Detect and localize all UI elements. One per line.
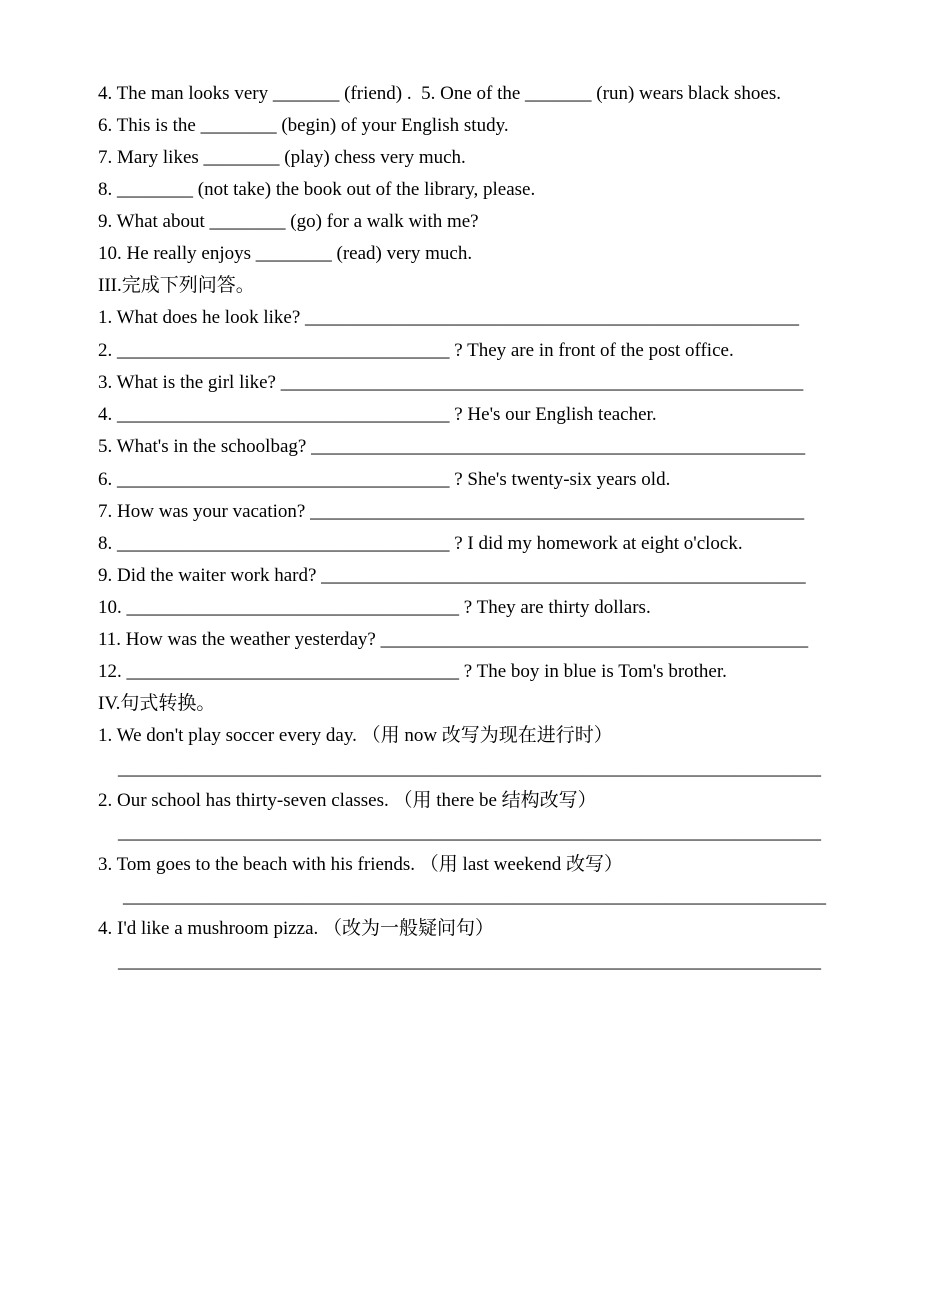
exercise-line: 10. He really enjoys ________ (read) very much. (98, 243, 473, 264)
question-line: 4. ___________________________________ ? He's our English teacher. (98, 404, 657, 425)
question-line: 2. ___________________________________ ? They are in front of the post office. (98, 340, 734, 361)
question-line: 7. How was your vacation? ____________________________________________________ (98, 501, 805, 522)
transform-prompt: 3. Tom goes to the beach with his friends. （用 last weekend 改写） (98, 854, 623, 875)
question-line: 3. What is the girl like? _______________________________________________________ (98, 372, 804, 393)
question-line: 9. Did the waiter work hard? ___________________________________________________ (98, 565, 806, 586)
answer-line: __________________________________________________________________________ (118, 822, 821, 843)
question-line: 1. What does he look like? ____________________________________________________ (98, 307, 800, 328)
exercise-line: 8. ________ (not take) the book out of the library, please. (98, 179, 536, 200)
transform-prompt: 2. Our school has thirty-seven classes. （用 there be 结构改写） (98, 790, 597, 811)
exercise-line: 9. What about ________ (go) for a walk with me? (98, 211, 479, 232)
section-heading: III.完成下列问答。 (98, 275, 255, 296)
question-line: 10. ___________________________________ ? They are thirty dollars. (98, 597, 651, 618)
section-heading: IV.句式转换。 (98, 693, 216, 714)
answer-line: __________________________________________________________________________ (118, 758, 821, 779)
exercise-line: 6. This is the ________ (begin) of your English study. (98, 115, 509, 136)
question-line: 8. ___________________________________ ? I did my homework at eight o'clock. (98, 533, 743, 554)
question-line: 11. How was the weather yesterday? _____________________________________________ (98, 629, 809, 650)
question-line: 6. ___________________________________ ? She's twenty-six years old. (98, 469, 671, 490)
question-line: 12. ___________________________________ ? The boy in blue is Tom's brother. (98, 661, 727, 682)
answer-line: __________________________________________________________________________ (118, 951, 821, 972)
transform-prompt: 4. I'd like a mushroom pizza. （改为一般疑问句） (98, 918, 495, 939)
question-line: 5. What's in the schoolbag? ____________________________________________________ (98, 436, 806, 457)
transform-prompt: 1. We don't play soccer every day. （用 now 改写为现在进行时） (98, 725, 613, 746)
exercise-line: 4. The man looks very _______ (friend) . 5. One of the _______ (run) wears black shoes. (98, 83, 781, 104)
answer-line: __________________________________________________________________________ (123, 886, 826, 907)
exercise-line: 7. Mary likes ________ (play) chess very much. (98, 147, 466, 168)
